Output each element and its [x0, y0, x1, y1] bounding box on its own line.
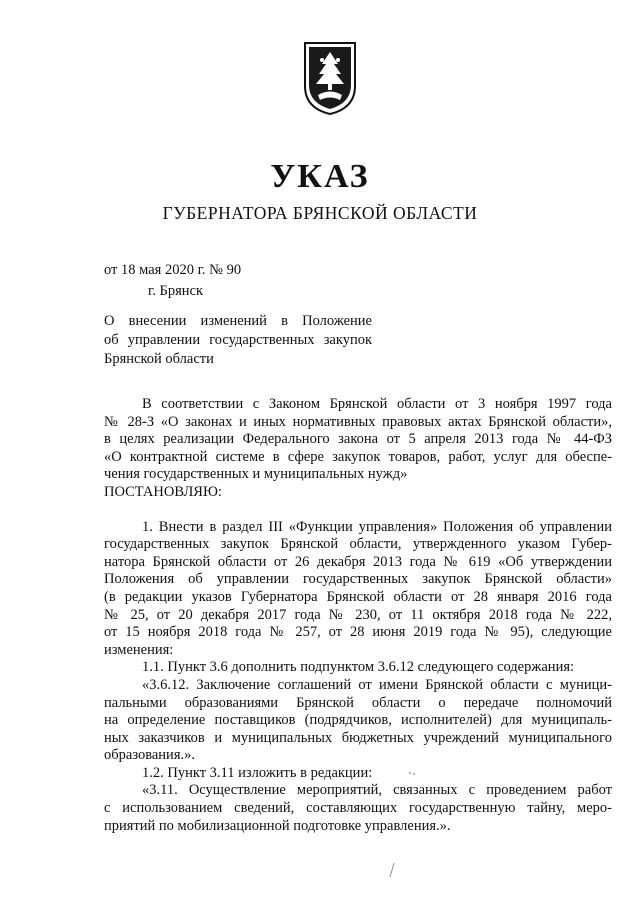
item1-line: № 25, от 20 декабря 2017 года № 230, от 11 октября 2018 года № 222,	[104, 606, 612, 623]
scan-mark-icon	[388, 862, 396, 878]
subject-line: об управлении государственных закупок	[104, 332, 372, 348]
quote1-line: «3.6.12. Заключение соглашений от имени Брянской области с муници-	[142, 676, 612, 693]
subject-line: Брянской области	[104, 351, 214, 367]
document-body	[104, 396, 612, 835]
preamble-line: В соответствии с Законом Брянской области от 3 ноября 1997 года	[142, 396, 612, 412]
document-title: УКАЗ	[270, 158, 370, 195]
scan-speck-icon	[408, 770, 418, 776]
quote1-line: пальными образованиями Брянской области о передаче полномочий	[104, 694, 612, 711]
quote1-line: образования.».	[104, 747, 195, 764]
preamble-line: в целях реализации Федерального закона от 5 апреля 2013 года № 44-ФЗ	[104, 431, 612, 448]
item1-line: Положения об управлении государственных закупок Брянской области»	[104, 571, 612, 588]
date-number-line: от 18 мая 2020 г. № 90	[104, 262, 242, 278]
document-subtitle: ГУБЕРНАТОРА БРЯНСКОЙ ОБЛАСТИ	[162, 203, 478, 223]
city-line: г. Брянск	[148, 283, 204, 299]
decree-word: ПОСТАНОВЛЯЮ:	[104, 483, 222, 500]
item1-line: изменения:	[104, 641, 174, 658]
preamble-line: № 28-З «О законах и иных нормативных правовых актах Брянской области»,	[104, 413, 612, 430]
item1-line: государственных закупок Брянской области, утвержденного указом Губер-	[104, 536, 612, 553]
preamble-line: чения государственных и муниципальных нужд»	[104, 466, 408, 483]
item12-line: 1.2. Пункт 3.11 изложить в редакции:	[142, 764, 373, 781]
quote2-line: с использованием сведений, составляющих государственную тайну, меро-	[104, 800, 612, 817]
subject-block	[104, 312, 372, 369]
bryansk-coat-of-arms-icon	[302, 40, 358, 116]
item11-line: 1.1. Пункт 3.6 дополнить подпунктом 3.6.12 следующего содержания:	[142, 659, 575, 676]
preamble-line: «О контрактной системе в сфере закупок товаров, работ, услуг для обеспе-	[104, 448, 612, 465]
quote2-line: «3.11. Осуществление мероприятий, связанных с проведением работ	[142, 782, 612, 799]
quote1-line: ных заказчиков и муниципальных бюджетных учреждений муниципального	[104, 729, 612, 746]
quote2-line: приятий по мобилизационной подготовке управления.».	[104, 817, 451, 834]
item1-line: от 15 ноября 2018 года № 257, от 28 июня 2019 года № 95), следующие	[104, 624, 612, 641]
subject-line: О внесении изменений в Положение	[104, 313, 372, 329]
item1-line: (в редакции указов Губернатора Брянской области от 28 января 2016 года	[104, 588, 612, 605]
quote1-line: на определение поставщиков (подрядчиков, исполнителей) для муниципаль-	[104, 712, 612, 729]
item1-line: 1. Внести в раздел III «Функции управления» Положения об управлении	[142, 518, 612, 535]
item1-line: натора Брянской области от 26 декабря 2013 года № 619 «Об утверждении	[104, 553, 612, 570]
